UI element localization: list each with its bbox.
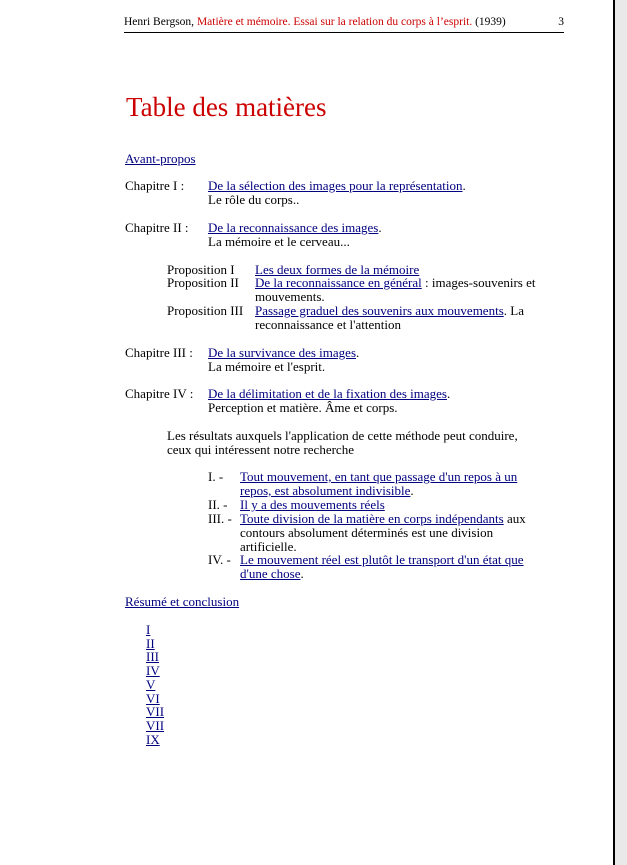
chapter-subtitle: Perception et matière. Âme et corps.: [208, 400, 398, 415]
proposition-text: : images-souvenirs et: [421, 275, 536, 290]
result-line: [240, 512, 526, 526]
result-text: artificielle.: [240, 539, 297, 554]
link-avant-propos[interactable]: Avant-propos: [125, 151, 196, 166]
proposition-text: reconnaissance et l'attention: [255, 317, 402, 332]
proposition-text: mouvements.: [255, 289, 325, 304]
proposition-line: [255, 304, 524, 318]
link-result-1-cont[interactable]: repos, est absolument indivisible: [240, 483, 411, 498]
proposition-label: Proposition II: [167, 275, 239, 290]
proposition-label: Proposition I: [167, 262, 235, 277]
chapter-title-line: [208, 346, 359, 360]
link-result-3[interactable]: Toute division de la matière en corps indépendants: [240, 511, 504, 526]
link-conclusion-part[interactable]: VI: [146, 691, 160, 706]
link-conclusion-part[interactable]: III: [146, 649, 159, 664]
result-text: aux: [503, 511, 526, 526]
header-title: Matière et mémoire. Essai sur la relation du corps à l’esprit.: [196, 16, 473, 28]
header-author: Henri Bergson,: [124, 16, 195, 28]
link-conclusion-part[interactable]: IV: [146, 663, 160, 678]
running-header: [124, 15, 564, 29]
results-intro-line: ceux qui intéressent notre recherche: [167, 442, 354, 457]
link-chapter-2[interactable]: De la reconnaissance des images: [208, 220, 379, 235]
page-title: Table des matières: [126, 92, 327, 122]
chapter-title-line: [208, 221, 382, 235]
result-text: contours absolument déterminés est une division: [240, 525, 494, 540]
chapter-label: Chapitre I :: [125, 178, 185, 193]
result-number: IV. -: [208, 552, 231, 567]
link-conclusion[interactable]: Résumé et conclusion: [125, 594, 240, 609]
link-conclusion-part[interactable]: II: [146, 636, 155, 651]
link-result-4-cont[interactable]: d'une chose: [240, 566, 301, 581]
link-chapter-4[interactable]: De la délimitation et de la fixation des images: [208, 386, 447, 401]
link-chapter-1[interactable]: De la sélection des images pour la représentation: [208, 178, 463, 193]
proposition-text: . La: [503, 303, 524, 318]
link-conclusion-part[interactable]: V: [146, 677, 156, 692]
punctuation: .: [300, 566, 304, 581]
chapter-label: Chapitre III :: [125, 345, 193, 360]
result-number: III. -: [208, 511, 232, 526]
chapter-subtitle: Le rôle du corps..: [208, 192, 300, 207]
link-chapter-3[interactable]: De la survivance des images: [208, 345, 357, 360]
link-proposition-2[interactable]: De la reconnaissance en général: [255, 275, 422, 290]
result-line: [240, 567, 304, 581]
link-result-2[interactable]: Il y a des mouvements réels: [240, 497, 385, 512]
page-number: 3: [558, 16, 564, 28]
header-rule: [124, 32, 564, 33]
proposition-label: Proposition III: [167, 303, 244, 318]
chapter-title-line: [208, 387, 450, 401]
link-proposition-3[interactable]: Passage graduel des souvenirs aux mouvements: [255, 303, 504, 318]
result-number: I. -: [208, 469, 224, 484]
proposition-line: [255, 276, 535, 290]
chapter-subtitle: La mémoire et l'esprit.: [208, 359, 326, 374]
link-result-4[interactable]: Le mouvement réel est plutôt le transport d'un état que: [240, 552, 524, 567]
chapter-subtitle: La mémoire et le cerveau...: [208, 234, 350, 249]
punctuation: .: [446, 386, 451, 401]
results-intro-line: Les résultats auxquels l'application de cette méthode peut conduire,: [167, 428, 518, 443]
link-conclusion-part[interactable]: VII: [146, 704, 165, 719]
punctuation: .: [462, 178, 466, 193]
page-margin: [615, 0, 627, 865]
link-conclusion-part[interactable]: IX: [146, 732, 160, 747]
punctuation: .: [378, 220, 382, 235]
chapter-label: Chapitre II :: [125, 220, 189, 235]
punctuation: .: [410, 483, 414, 498]
result-line: [240, 484, 414, 498]
punctuation: .: [356, 345, 360, 360]
link-conclusion-part[interactable]: VII: [146, 718, 165, 733]
link-conclusion-part[interactable]: I: [146, 622, 151, 637]
result-number: II. -: [208, 497, 228, 512]
chapter-label: Chapitre IV :: [125, 386, 194, 401]
link-result-1[interactable]: Tout mouvement, en tant que passage d'un repos à un: [240, 469, 518, 484]
link-proposition-1[interactable]: Les deux formes de la mémoire: [255, 262, 420, 277]
chapter-title-line: [208, 179, 466, 193]
header-year: (1939): [475, 16, 506, 28]
